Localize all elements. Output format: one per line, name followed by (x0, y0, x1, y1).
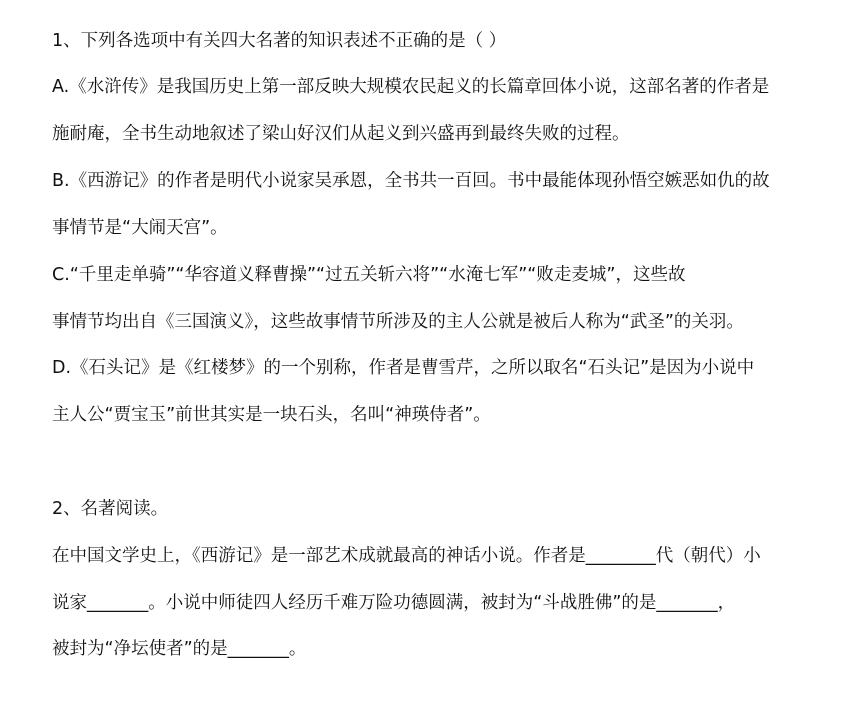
question-2-title: 2、名著阅读。 (52, 499, 169, 519)
question-1-title: 1、下列各选项中有关四大名著的知识表述不正确的是（ ） (52, 31, 507, 51)
option-b-line-2: 事情节是“大闹天宫”。 (52, 218, 228, 238)
option-c-line-1: C.“千里走单骑”“华容道义释曹操”“过五关斩六将”“水淹七军”“败走麦城”，这些故 (52, 265, 686, 285)
option-c-line-2: 事情节均出自《三国演义》，这些故事情节所涉及的主人公就是被后人称为“武圣”的关羽。 (52, 312, 744, 332)
option-d-line-2: 主人公“贾宝玉”前世其实是一块石头，名叫“神瑛侍者”。 (52, 405, 491, 425)
option-a-line-2: 施耐庵，全书生动地叙述了梁山好汉们从起义到兴盛再到最终失败的过程。 (52, 124, 630, 144)
option-d-line-1: D.《石头记》是《红楼梦》的一个别称，作者是曹雪芹，之所以取名“石头记”是因为小说中 (52, 358, 755, 378)
question-2-line-2: 说家_______。小说中师徒四人经历千难万险功德圆满，被封为“斗战胜佛”的是_______， (52, 593, 736, 613)
option-b-line-1: B.《西游记》的作者是明代小说家吴承恩，全书共一百回。书中最能体现孙悟空嫉恶如仇的故 (52, 171, 770, 191)
option-a-line-1: A.《水浒传》是我国历史上第一部反映大规模农民起义的长篇章回体小说，这部名著的作者是 (52, 77, 770, 97)
question-2-line-3: 被封为“净坛使者”的是_______。 (52, 639, 307, 659)
question-2-line-1: 在中国文学史上，《西游记》是一部艺术成就最高的神话小说。作者是________代（朝代）小 (52, 546, 761, 566)
